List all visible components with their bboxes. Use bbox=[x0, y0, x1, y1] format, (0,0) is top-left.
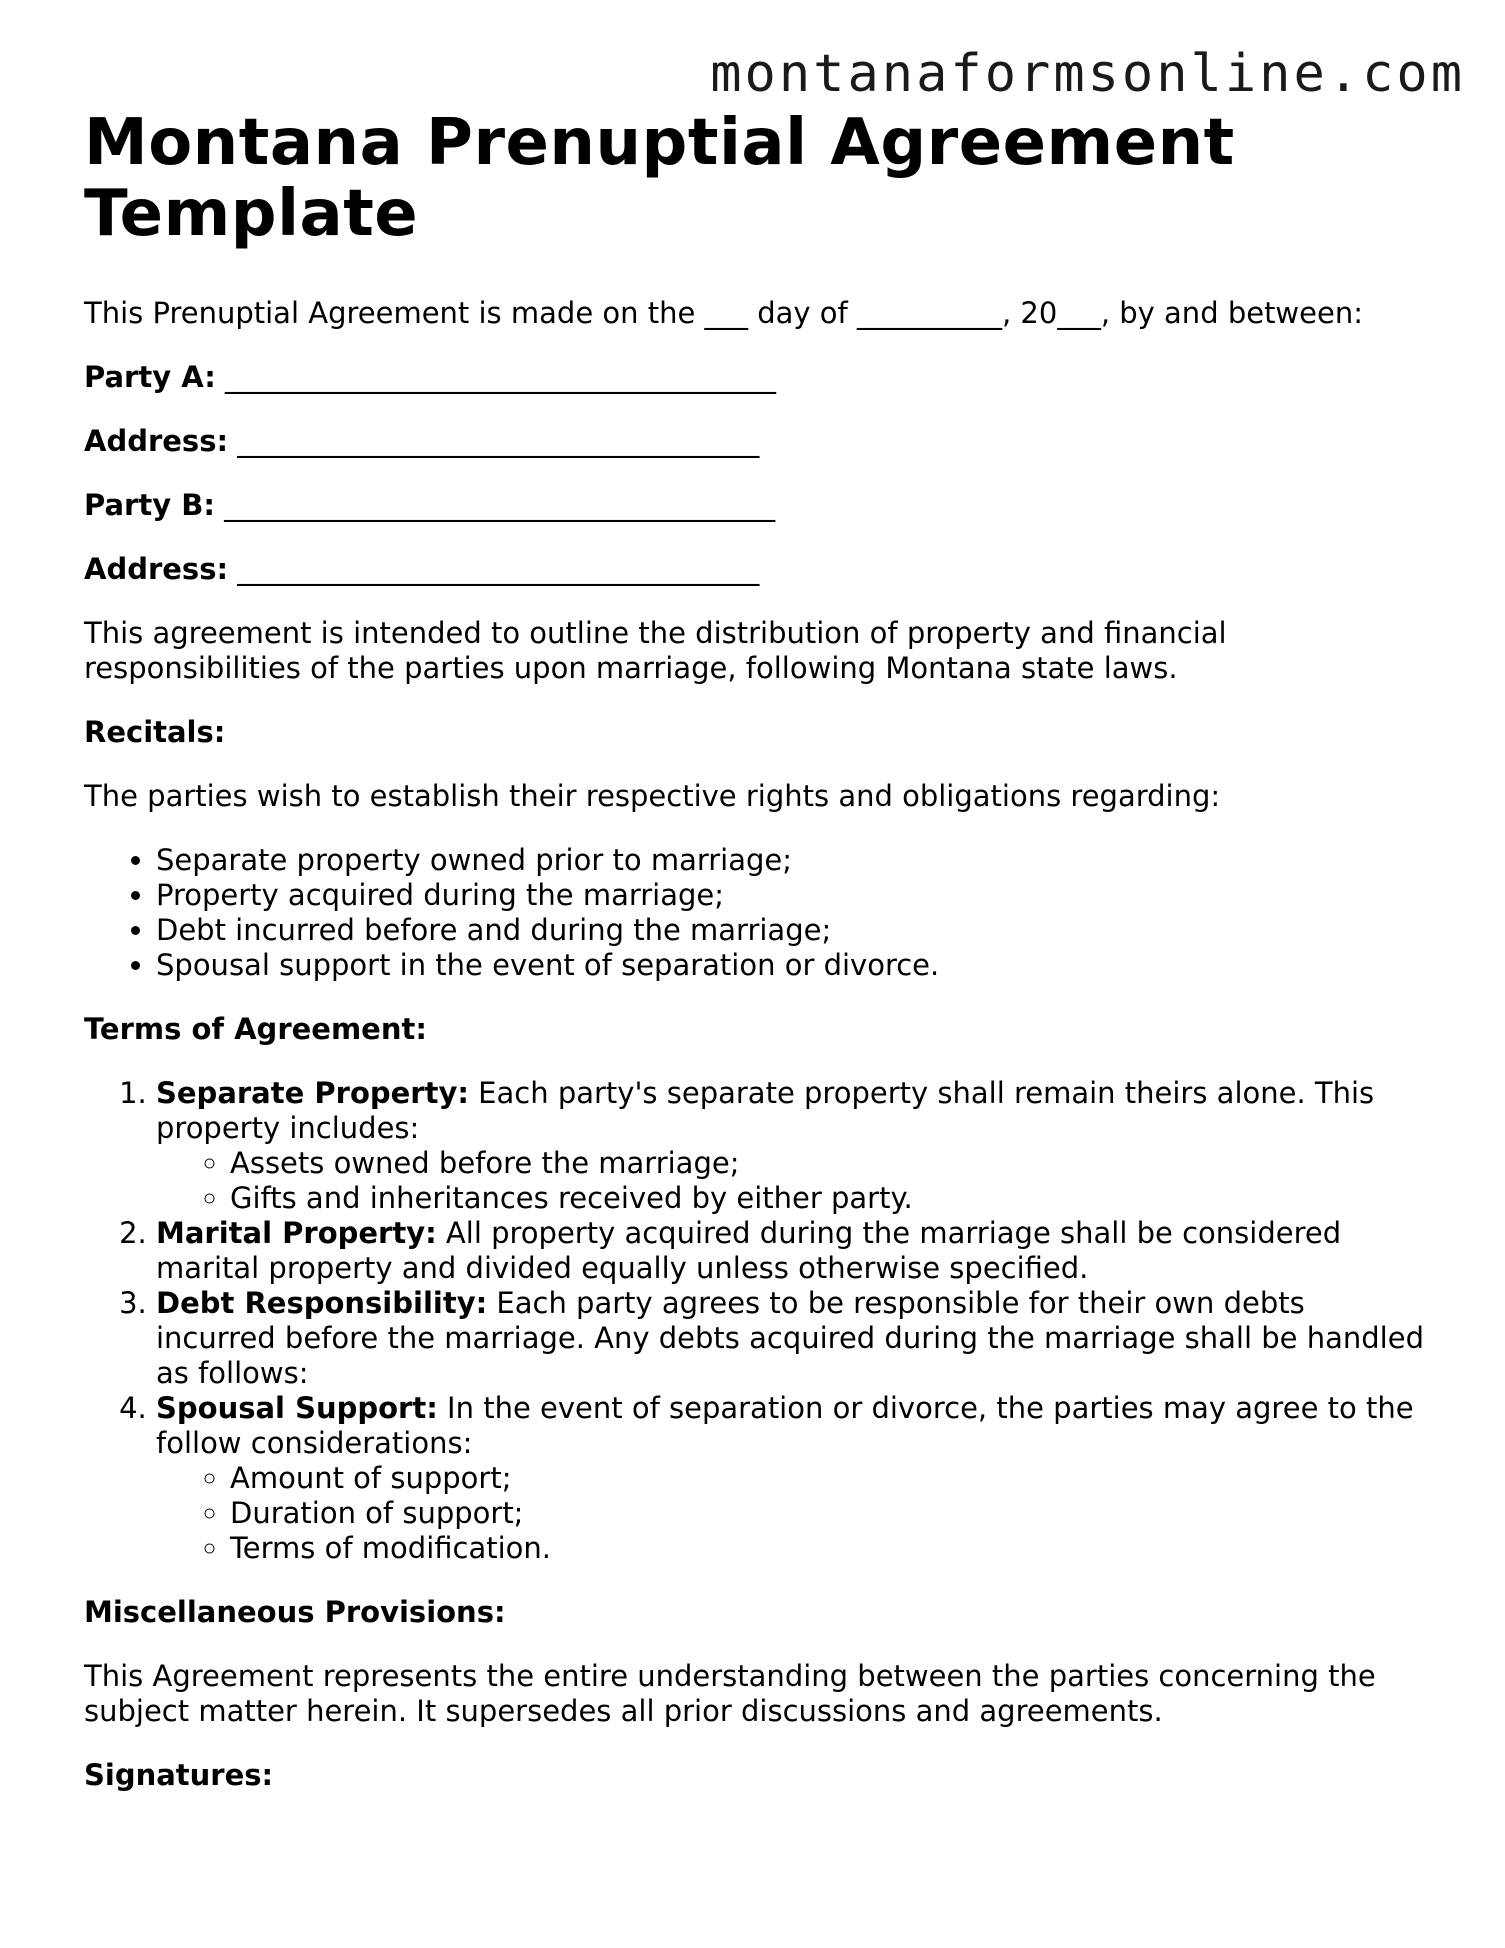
term-title: Marital Property: bbox=[156, 1216, 437, 1250]
terms-list bbox=[84, 1076, 1424, 1566]
party-b-address-label: Address: bbox=[84, 552, 229, 586]
term-debt-responsibility bbox=[156, 1286, 1424, 1391]
recitals-lead: The parties wish to establish their respective rights and obligations regarding: bbox=[84, 779, 1221, 813]
sub-list bbox=[156, 1146, 1424, 1216]
document-title: Montana Prenuptial Agreement Template bbox=[84, 106, 1235, 251]
watermark-site-name: montanaformsonline.com bbox=[710, 44, 1465, 104]
signatures-heading: Signatures: bbox=[84, 1758, 274, 1792]
sub-list-item: ◦ Assets owned before the marriage; bbox=[230, 1146, 1424, 1181]
term-marital-property bbox=[156, 1216, 1424, 1286]
purpose-paragraph: This agreement is intended to outline the distribution of property and financial responsibilities of the parties upon marriage, following Montana state laws. bbox=[84, 616, 1227, 685]
term-spousal-support bbox=[156, 1391, 1424, 1566]
term-text: In the event of separation or divorce, the parties may agree to the follow considerations: bbox=[156, 1391, 1414, 1460]
misc-paragraph: This Agreement represents the entire understanding between the parties concerning the subject matter herein. It supersedes all prior discussions and agreements. bbox=[84, 1659, 1376, 1728]
term-text: All property acquired during the marriage shall be considered marital property and divided equally unless otherwise specified. bbox=[156, 1216, 1342, 1285]
party-b-label: Party B: bbox=[84, 488, 215, 522]
intro-paragraph: This Prenuptial Agreement is made on the ___ day of __________, 20___, by and between: bbox=[84, 296, 1363, 330]
party-a-blank: ______________________________________ bbox=[225, 360, 777, 394]
document-body bbox=[84, 108, 1424, 1793]
list-item: • Separate property owned prior to marriage; bbox=[156, 843, 1424, 878]
sub-list-item: ◦ Terms of modification. bbox=[230, 1531, 1424, 1566]
list-item: • Spousal support in the event of separation or divorce. bbox=[156, 948, 1424, 983]
term-text: Each party agrees to be responsible for their own debts incurred before the marriage. Any debts acquired during the marriage shall be handled as follows: bbox=[156, 1286, 1424, 1390]
term-title: Spousal Support: bbox=[156, 1391, 438, 1425]
party-b-address-blank: ____________________________________ bbox=[237, 552, 760, 586]
terms-heading: Terms of Agreement: bbox=[84, 1012, 427, 1046]
list-item: • Property acquired during the marriage; bbox=[156, 878, 1424, 913]
sub-list bbox=[156, 1461, 1424, 1566]
sub-list-item: ◦ Gifts and inheritances received by either party. bbox=[230, 1181, 1424, 1216]
party-a-line bbox=[84, 360, 1424, 395]
sub-list-item: ◦ Amount of support; bbox=[230, 1461, 1424, 1496]
term-text: Each party's separate property shall remain theirs alone. This property includes: bbox=[156, 1076, 1375, 1145]
sub-list-item: ◦ Duration of support; bbox=[230, 1496, 1424, 1531]
misc-heading: Miscellaneous Provisions: bbox=[84, 1595, 506, 1629]
party-a-address-line bbox=[84, 424, 1424, 459]
term-title: Separate Property: bbox=[156, 1076, 469, 1110]
party-a-address-label: Address: bbox=[84, 424, 229, 458]
party-a-address-blank: ____________________________________ bbox=[237, 424, 760, 458]
recitals-list bbox=[84, 843, 1424, 983]
party-a-label: Party A: bbox=[84, 360, 216, 394]
party-b-blank: ______________________________________ bbox=[224, 488, 776, 522]
party-b-address-line bbox=[84, 552, 1424, 587]
party-b-line bbox=[84, 488, 1424, 523]
recitals-heading: Recitals: bbox=[84, 715, 226, 749]
list-item: • Debt incurred before and during the marriage; bbox=[156, 913, 1424, 948]
term-title: Debt Responsibility: bbox=[156, 1286, 488, 1320]
term-separate-property bbox=[156, 1076, 1424, 1216]
